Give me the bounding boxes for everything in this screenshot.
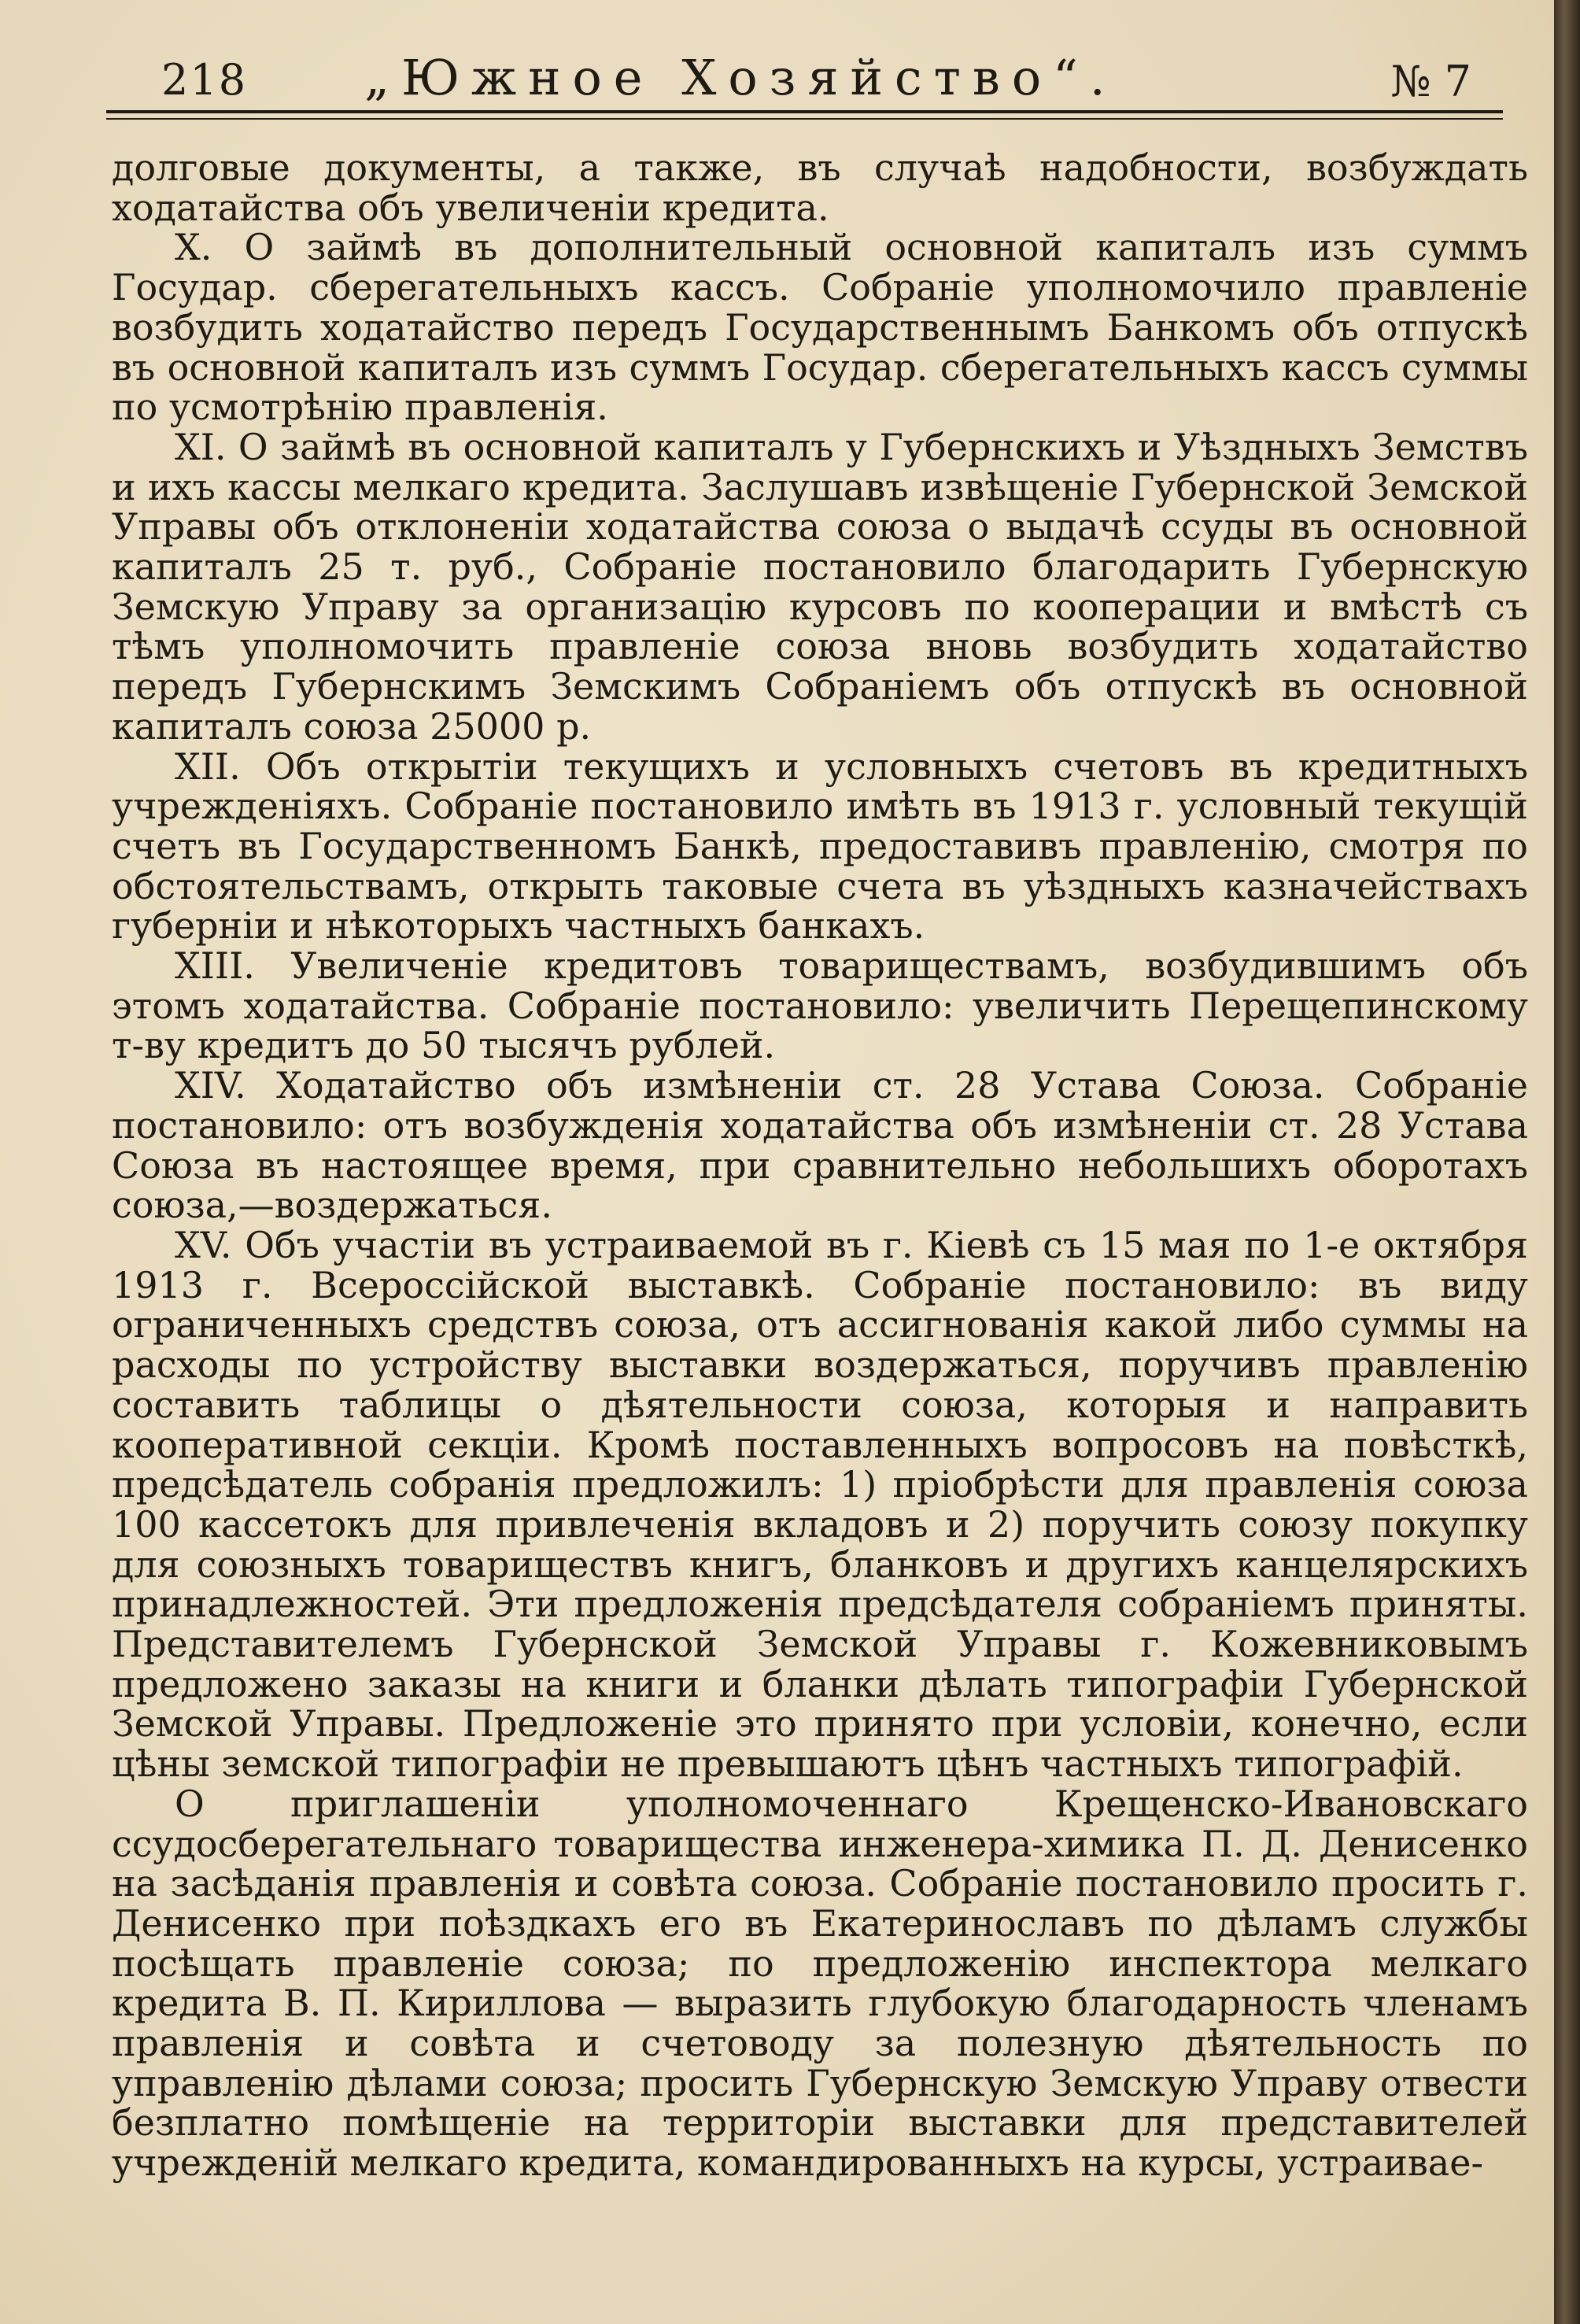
- book-spine-edge: [1554, 0, 1580, 2324]
- page-number: 218: [161, 55, 248, 105]
- paragraph-section-xiii: XIII. Увеличеніе кредитовъ товариществамъ, возбудившимъ объ этомъ ходатайства. Собраніе постановило: увеличить Перещепинскому т-ву кредитъ до 50 тысячъ рублей.: [112, 944, 1528, 1067]
- header-rule: [106, 110, 1503, 113]
- paragraph-section-xi: XI. О займѣ въ основной капиталъ у Губернскихъ и Уѣздныхъ Земствъ и ихъ кассы мелкаго кредита. Заслушавъ извѣщеніе Губернской Земской Управы объ отклоненіи ходатайства союза о выдачѣ ссуды въ основной капиталъ 25 т. руб., Собраніе постановило благодарить Губернскую Земскую Управу за организацію курсовъ по кооперации и вмѣстѣ съ тѣмъ уполномочить правленіе союза вновь возбудить ходатайство передъ Губернскимъ Земскимъ Собраніемъ объ отпускѣ въ основной капиталъ союза 25000 р.: [112, 425, 1528, 748]
- paragraph-section-xii: XII. Объ открытіи текущихъ и условныхъ счетовъ въ кредитныхъ учрежденіяхъ. Собраніе постановило имѣть въ 1913 г. условный текущій счетъ въ Государственномъ Банкѣ, предоставивъ правленію, смотря по обстоятельствамъ, открыть таковые счета въ уѣздныхъ казначействахъ губерніи и нѣкоторыхъ частныхъ банкахъ.: [112, 744, 1528, 948]
- paragraph-section-x: X. О займѣ въ дополнительный основной капиталъ изъ суммъ Государ. сберегательныхъ кассъ. Собраніе уполномочило правленіе возбудить ходатайство передъ Государственнымъ Банкомъ объ отпускѣ въ основной капиталъ изъ суммъ Государ. сберегательныхъ кассъ суммы по усмотрѣнію правленія.: [112, 226, 1528, 429]
- paragraph-section-xv: XV. Объ участіи въ устраиваемой въ г. Кіевѣ съ 15 мая по 1-е октября 1913 г. Всероссійской выставкѣ. Собраніе постановило: въ виду ограниченныхъ средствъ союза, отъ ассигнованія какой либо суммы на расходы по устройству выставки воздержаться, поручивъ правленію составить таблицы о дѣятельности союза, которыя и направить кооперативной секціи. Кромѣ поставленныхъ вопросовъ на повѣсткѣ, предсѣдатель собранія предложилъ: 1) пріобрѣсти для правленія союза 100 кассетокъ для привлеченія вкладовъ и 2) поручить союзу покупку для союзныхъ товариществъ книгъ, бланковъ и другихъ канцелярскихъ принадлежностей. Эти предложенія предсѣдателя собраніемъ приняты. Представителемъ Губернской Земской Управы г. Кожевниковымъ предложено заказы на книги и бланки дѣлать типографіи Губернской Земской Управы. Предложеніе это принято при условіи, конечно, если цѣны земской типографіи не превышаютъ цѣнъ частныхъ типографій.: [112, 1223, 1528, 1786]
- paragraph-continuation: долговые документы, а также, въ случаѣ надобности, возбуждать ходатайства объ увеличеніи кредита.: [112, 146, 1528, 229]
- body-text: [112, 148, 1528, 2183]
- paragraph-section-xiv: XIV. Ходатайство объ измѣненіи ст. 28 Устава Союза. Собраніе постановило: отъ возбужденія ходатайства объ измѣненіи ст. 28 Устава Союза въ настоящее время, при сравнительно небольшихъ оборотахъ союза,—воздержаться.: [112, 1064, 1528, 1227]
- issue-number: № 7: [1390, 57, 1471, 106]
- running-title: „Южное Хозяйство“.: [364, 49, 1117, 106]
- page-header: [106, 39, 1503, 114]
- paragraph-invitation: О приглашеніи уполномоченнаго Крещенско-Ивановскаго ссудосберегательнаго товарищества инженера-химика П. Д. Денисенко на засѣданія правленія и совѣта союза. Собраніе постановило просить г. Денисенко при поѣздкахъ его въ Екатеринославъ по дѣламъ службы посѣщать правленіе союза; по предложенію инспектора мелкаго кредита В. П. Кириллова — выразить глубокую благодарность членамъ правленія и совѣта и счетоводу за полезную дѣятельность по управленію дѣлами союза; просить Губернскую Земскую Управу отвести безплатно помѣщеніе на территоріи выставки для представителей учрежденій мелкаго кредита, командированныхъ на курсы, устраивае-: [112, 1782, 1528, 2185]
- header-rule-thin: [106, 118, 1503, 120]
